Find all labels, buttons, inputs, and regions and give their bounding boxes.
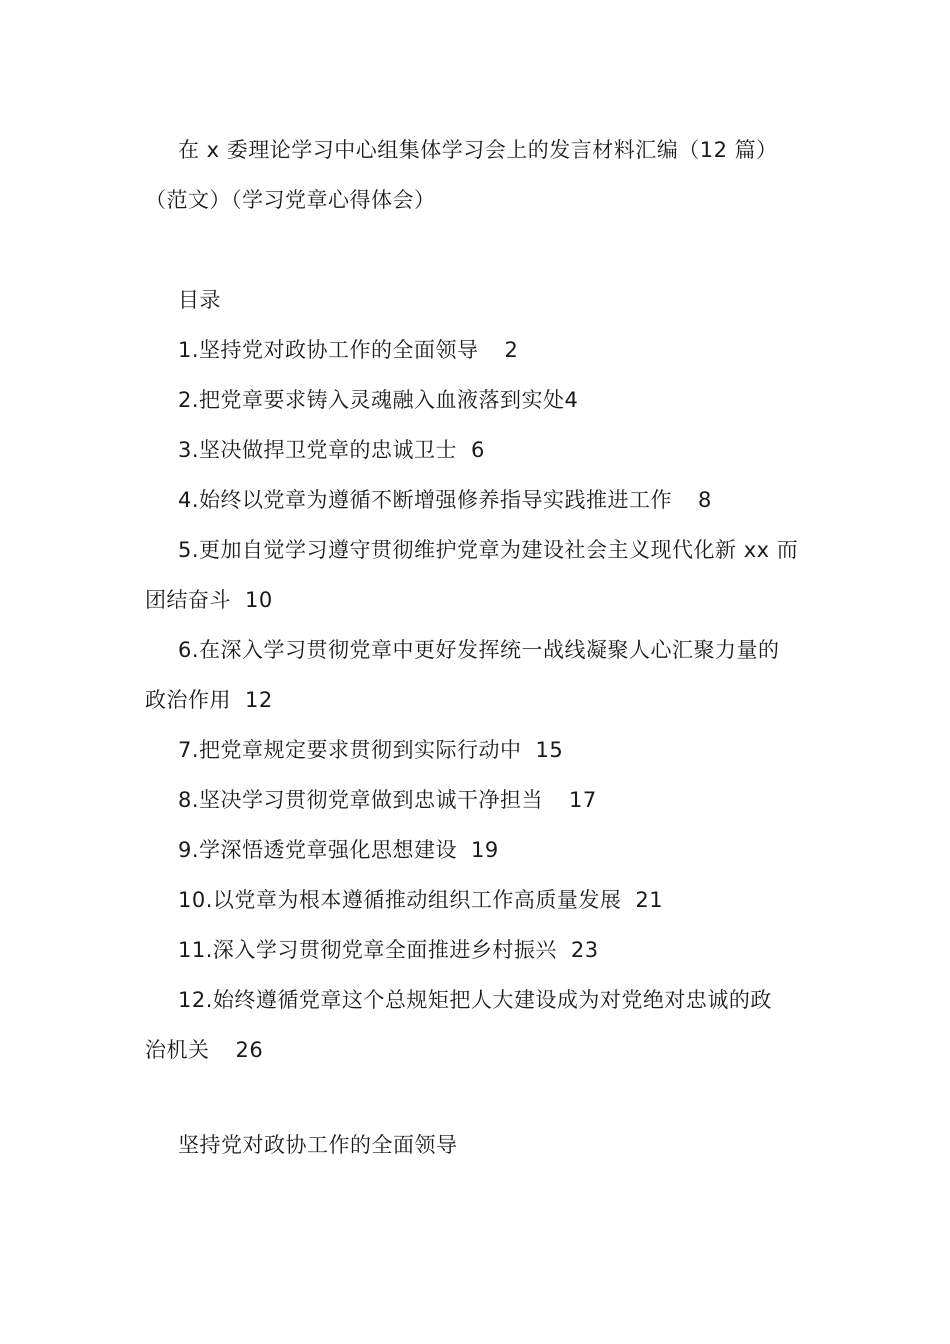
toc-entry-title: 5.更加自觉学习遵守贯彻维护党章为建设社会主义现代化新 xx 而 xyxy=(178,538,799,562)
toc-entry-12-cont[interactable] xyxy=(145,1025,810,1075)
toc-entry-title: 2.把党章要求铸入灵魂融入血液落到实处 xyxy=(178,388,565,412)
document-title xyxy=(145,125,810,225)
toc-entry-page: 23 xyxy=(570,938,599,962)
toc-heading xyxy=(145,275,810,325)
toc-entry-title: 3.坚决做捍卫党章的忠诚卫士 xyxy=(178,438,458,462)
toc-entry-4[interactable] xyxy=(145,475,810,525)
title-line-2: （范文）（学习党章心得体会） xyxy=(145,188,436,212)
toc-entry-title-cont: 治机关 xyxy=(145,1038,210,1062)
toc-entry-page: 4 xyxy=(564,388,579,412)
section-heading-text: 坚持党对政协工作的全面领导 xyxy=(178,1133,458,1157)
toc-entry-11[interactable] xyxy=(145,925,810,975)
toc-entry-title: 10.以党章为根本遵循推动组织工作高质量发展 xyxy=(178,888,622,912)
toc-entry-title-cont: 政治作用 xyxy=(145,688,231,712)
toc-entry-page: 10 xyxy=(245,588,273,612)
toc-entry-12[interactable] xyxy=(145,975,810,1025)
title-line-1: 在 x 委理论学习中心组集体学习会上的发言材料汇编（12 篇） xyxy=(178,138,778,162)
toc-entry-page: 21 xyxy=(635,888,664,912)
toc-entry-5-cont[interactable] xyxy=(145,575,810,625)
toc-entry-title: 8.坚决学习贯彻党章做到忠诚干净担当 xyxy=(178,788,544,812)
toc-entry-title: 1.坚持党对政协工作的全面领导 xyxy=(178,338,479,362)
toc-entry-9[interactable] xyxy=(145,825,810,875)
toc-entry-6[interactable] xyxy=(145,625,810,675)
section-heading xyxy=(145,1120,810,1170)
toc-entry-1[interactable] xyxy=(145,325,810,375)
toc-entry-10[interactable] xyxy=(145,875,810,925)
toc-entry-title: 9.学深悟透党章强化思想建设 xyxy=(178,838,458,862)
toc-entry-2[interactable] xyxy=(145,375,810,425)
toc-entry-title: 12.始终遵循党章这个总规矩把人大建设成为对党绝对忠诚的政 xyxy=(178,988,772,1012)
toc-entry-title-cont: 团结奋斗 xyxy=(145,588,231,612)
toc-entry-title: 4.始终以党章为遵循不断增强修养指导实践推进工作 xyxy=(178,488,673,512)
toc-entry-page: 19 xyxy=(471,838,499,862)
toc-entry-page: 2 xyxy=(504,338,519,362)
toc-entry-6-cont[interactable] xyxy=(145,675,810,725)
toc-entry-page: 15 xyxy=(535,738,564,762)
toc-entry-3[interactable] xyxy=(145,425,810,475)
toc-entry-page: 8 xyxy=(698,488,712,512)
toc-entry-7[interactable] xyxy=(145,725,810,775)
toc-entry-title: 6.在深入学习贯彻党章中更好发挥统一战线凝聚人心汇聚力量的 xyxy=(178,638,780,662)
toc-entry-page: 26 xyxy=(235,1038,264,1062)
toc-entry-page: 12 xyxy=(245,688,273,712)
table-of-contents xyxy=(145,325,810,1075)
toc-entry-page: 6 xyxy=(471,438,485,462)
toc-entry-title: 7.把党章规定要求贯彻到实际行动中 xyxy=(178,738,522,762)
toc-entry-page: 17 xyxy=(569,788,597,812)
toc-entry-title: 11.深入学习贯彻党章全面推进乡村振兴 xyxy=(178,938,557,962)
toc-heading-text: 目录 xyxy=(178,288,221,312)
toc-entry-8[interactable] xyxy=(145,775,810,825)
toc-entry-5[interactable] xyxy=(145,525,810,575)
